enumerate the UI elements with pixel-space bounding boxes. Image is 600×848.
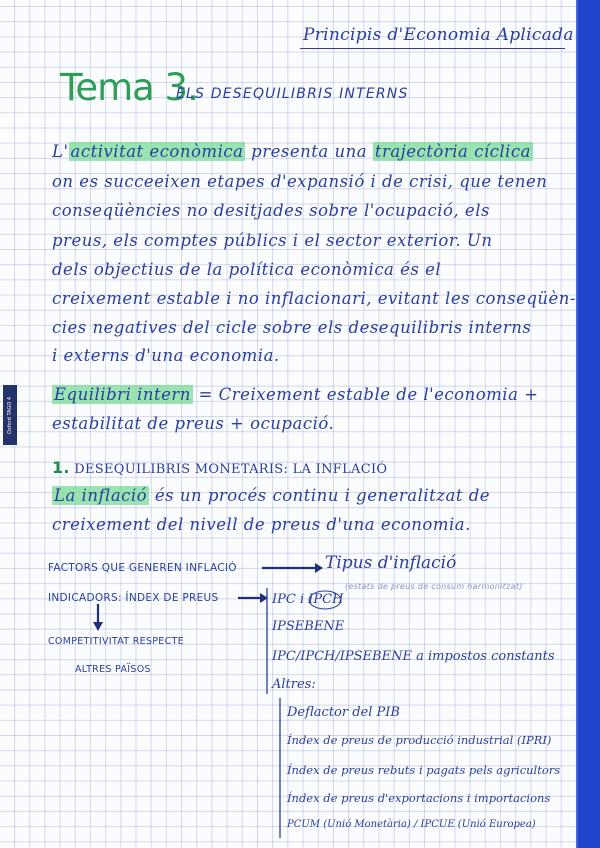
intro-text: presenta una: [245, 142, 373, 161]
equilibri-text: = Creixement estable de l'economia +: [192, 385, 539, 404]
index-item-2: IPSEBENE: [272, 619, 345, 634]
section-heading-text: DESEQUILIBRIS MONETARIS: LA INFLACIÓ: [74, 462, 388, 477]
highlight-equilibri: Equilibri intern: [54, 385, 191, 404]
index-item-1: IPC i IPCH: [272, 592, 344, 607]
ipch-circle: [309, 591, 341, 609]
tema-label: Tema 3.: [60, 66, 198, 109]
intro-line-7: cies negatives del cicle sobre els desequilibris interns: [52, 318, 532, 337]
altres-item-5: PCUM (Unió Monetària) / IPCUE (Unió Europea): [287, 819, 536, 830]
intro-line-6: creixement estable i no inflacionari, evitant les conseqüèn-: [52, 289, 577, 308]
highlight-inflacio: La inflació: [54, 486, 148, 505]
index-item-3: IPC/IPCH/IPSEBENE a impostos constants: [272, 649, 555, 664]
section-number: 1.: [52, 458, 70, 477]
intro-line-4: preus, els comptes públics i el sector exterior. Un: [52, 231, 493, 250]
inflacio-text: és un procés continu i generalitzat de: [149, 486, 491, 505]
intro-line-2: on es succeeixen etapes d'expansió i de crisi, que tenen: [52, 172, 548, 191]
altres-item-2: Índex de preus de producció industrial (IPRI): [287, 733, 552, 747]
altres-item-4: Índex de preus d'exportacions i importacions: [287, 791, 551, 805]
tipus-note: (estats de preus de consum harmonitzat): [345, 582, 523, 591]
altres-item-3: Índex de preus rebuts i pagats pels agricultors: [287, 763, 561, 777]
tema-subtitle: ELS DESEQUILIBRIS INTERNS: [176, 86, 409, 102]
intro-line-8: i externs d'una economia.: [52, 346, 280, 365]
intro-line-5: dels objectius de la política econòmica és el: [52, 260, 442, 279]
indicadors-label: INDICADORS: ÍNDEX DE PREUS: [48, 592, 219, 604]
arrowhead-tipus-icon: [315, 563, 323, 573]
intro-line-3: conseqüències no desitjades sobre l'ocupació, els: [52, 201, 490, 220]
tipus-label: Tipus d'inflació: [325, 553, 457, 573]
equilibri-line-2: estabilitat de preus + ocupació.: [52, 414, 335, 433]
highlight-trajectoria: trajectòria cíclica: [374, 142, 531, 161]
factors-label: FACTORS QUE GENEREN INFLACIÓ: [48, 562, 237, 574]
altres-paisos-label: ALTRES PAÏSOS: [75, 664, 151, 675]
intro-text: L': [52, 142, 69, 161]
arrowhead-competitivitat-icon: [93, 622, 103, 631]
index-item-4: Altres:: [272, 677, 316, 692]
highlight-activitat: activitat econòmica: [70, 142, 244, 161]
altres-item-1: Deflactor del PIB: [287, 705, 400, 720]
inflacio-line-2: creixement del nivell de preus d'una economia.: [52, 515, 471, 534]
competitivitat-label: COMPETITIVITAT RESPECTE: [48, 636, 184, 647]
notebook-brand-label: Oxford TAGO 4: [3, 385, 17, 445]
header-title: Principis d'Economia Aplicada: [303, 25, 574, 45]
